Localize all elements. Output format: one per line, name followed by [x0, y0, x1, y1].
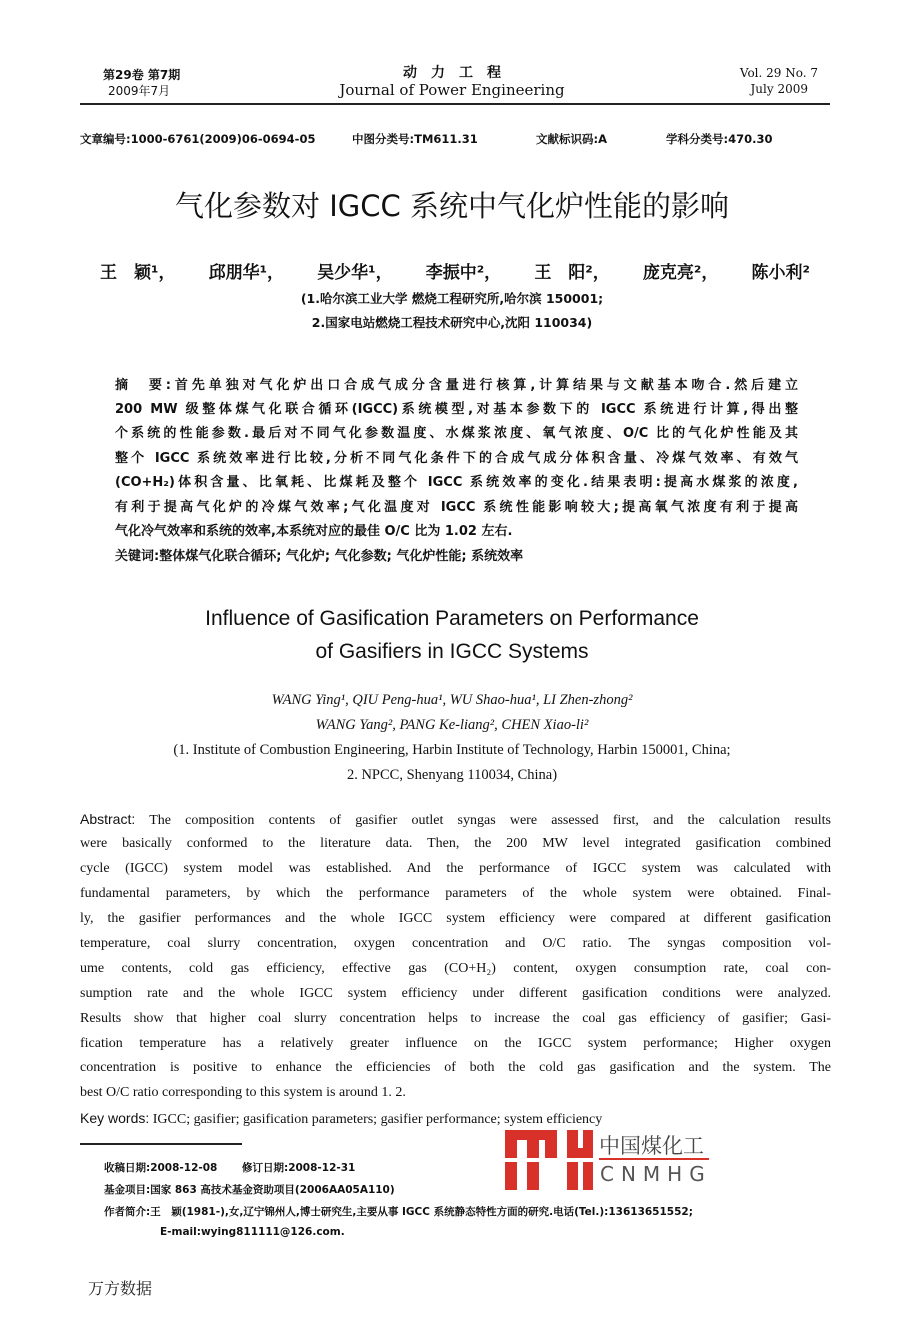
- abstract-en-line: sumption rate and the whole IGCC system efficiency under different gasification conditions were analyzed.: [80, 986, 831, 1001]
- header-rule: [80, 103, 830, 105]
- subject-code: 学科分类号:470.30: [666, 132, 773, 146]
- abstract-cn-line: (CO+H₂)体积含量、比氧耗、比煤耗及整个 IGCC 系统效率的变化.结果表明:提高水煤浆的浓度,: [115, 475, 798, 490]
- journal-en: Journal of Power Engineering: [339, 81, 565, 99]
- journal-cn: 动 力 工 程: [403, 65, 501, 81]
- abstract-cn-line: 200 MW 级整体煤气化联合循环(IGCC)系统模型,对基本参数下的 IGCC 系统进行计算,得出整: [115, 402, 798, 417]
- email: E-mail:wying811111@126.com.: [160, 1226, 345, 1238]
- keywords-en: Key words: IGCC; gasifier; gasification parameters; gasifier performance; system efficiency: [80, 1110, 603, 1127]
- affiliation-cn: 2.国家电站燃烧工程技术研究中心,沈阳 110034): [311, 315, 593, 330]
- author: 王 阳²，: [534, 263, 610, 283]
- abstract-en-line: fication temperature has a relatively greater influence on the IGCC system performance; Higher oxygen: [80, 1036, 831, 1051]
- fund-info: 基金项目:国家 863 高技术基金资助项目(2006AA05A110): [104, 1184, 395, 1196]
- author: 邱朋华¹，: [208, 263, 285, 283]
- volume-cn: 第29卷 第7期: [103, 68, 181, 82]
- watermark-cn: 中国煤化工: [599, 1134, 704, 1158]
- abstract-cn-line: 个系统的性能参数.最后对不同气化参数温度、水煤浆浓度、氧气浓度、O/C 比的气化炉性能及其: [115, 426, 798, 441]
- date-cn: 2009年7月: [108, 84, 171, 98]
- title-en: of Gasifiers in IGCC Systems: [315, 640, 589, 663]
- author-info: 作者简介:王 颖(1981-),女,辽宁锦州人,博士研究生,主要从事 IGCC 系统静态特性方面的研究.电话(Tel.):13613651552;: [104, 1206, 693, 1218]
- revised-date: 修订日期:2008-12-31: [242, 1162, 356, 1174]
- abstract-en-line: fundamental parameters, by which the performance parameters of the whole system were obtained. Final-: [80, 886, 831, 901]
- keywords-label: Key words:: [80, 1110, 150, 1126]
- author: 王 颖¹，: [100, 263, 176, 283]
- affiliation-en: (1. Institute of Combustion Engineering, Harbin Institute of Technology, Harbin 150001, China;: [173, 742, 731, 758]
- cnmhg-logo-icon: [505, 1130, 593, 1192]
- abstract-cn-line: 有利于提高气化炉的冷煤气效率;气化温度对 IGCC 系统性能影响较大;提高氧气浓度有利于提高: [115, 500, 798, 515]
- footnote-rule: [80, 1143, 242, 1145]
- author: 吴少华¹，: [317, 263, 393, 283]
- article-number: 文章编号:1000-6761(2009)06-0694-05: [80, 132, 316, 146]
- abstract-en-line: were basically conformed to the literature data. Then, the 200 MW level integrated gasification combined: [80, 836, 831, 851]
- author: 李振中²，: [425, 263, 502, 283]
- abstract-en-line: cycle (IGCC) system model was established. And the performance of IGCC system was calculated with: [80, 861, 831, 876]
- authors-en: WANG Yang², PANG Ke-liang², CHEN Xiao-li²: [315, 717, 589, 733]
- abstract-en-line: temperature, coal slurry concentration, oxygen concentration and O/C ratio. The syngas composition vol-: [80, 936, 831, 951]
- abstract-en-line: ume contents, cold gas efficiency, effective gas (CO+H₂) content, oxygen consumption rate, coal con-: [80, 961, 831, 976]
- author: 陈小利²: [751, 263, 810, 283]
- source-mark: 万方数据: [88, 1279, 153, 1298]
- affiliation-cn: (1.哈尔滨工业大学 燃烧工程研究所,哈尔滨 150001;: [300, 291, 604, 306]
- keywords-cn: 关键词:整体煤气化联合循环; 气化炉; 气化参数; 气化炉性能; 系统效率: [115, 549, 524, 564]
- watermark-divider: [599, 1158, 709, 1160]
- abstract-cn-line: 整个 IGCC 系统效率进行比较,分析不同气化条件下的合成气成分体积含量、冷煤气效率、有效气: [115, 451, 798, 466]
- watermark-en: CNMHG: [600, 1162, 712, 1186]
- title-cn: 气化参数对 IGCC 系统中气化炉性能的影响: [175, 189, 729, 223]
- received-date: 收稿日期:2008-12-08: [104, 1162, 218, 1174]
- date-en: July 2009: [750, 82, 808, 96]
- clc-number: 中图分类号:TM611.31: [352, 132, 478, 146]
- abstract-cn-line: 气化冷气效率和系统的效率,本系统对应的最佳 O/C 比为 1.02 左右.: [115, 524, 513, 539]
- title-en: Influence of Gasification Parameters on Performance: [205, 607, 699, 630]
- abstract-en-line: Results show that higher coal slurry concentration helps to increase the coal gas efficiency of gasifier; Gasi-: [80, 1011, 831, 1026]
- abstract-en-line: ly, the gasifier performances and the whole IGCC system efficiency were compared at different gasification: [80, 911, 831, 926]
- authors-cn: [100, 258, 810, 283]
- volume-en: Vol. 29 No. 7: [739, 66, 818, 80]
- abstract-en-line: concentration is positive to enhance the efficiencies of both the cold gas gasification and the system. The: [80, 1060, 831, 1075]
- abstract-label: Abstract:: [80, 811, 136, 827]
- abstract-cn-line: 摘 要:首先单独对气化炉出口合成气成分含量进行核算,计算结果与文献基本吻合.然后建立: [115, 378, 798, 393]
- author: 庞克亮²，: [642, 263, 719, 283]
- abstract-en-line: Abstract: The composition contents of gasifier outlet syngas were assessed first, and the calculation results: [80, 811, 832, 828]
- abstract-en-line: best O/C ratio corresponding to this system is around 1. 2.: [80, 1085, 406, 1100]
- authors-en: WANG Ying¹, QIU Peng-hua¹, WU Shao-hua¹, LI Zhen-zhong²: [271, 692, 633, 708]
- watermark-logo: [505, 1130, 715, 1192]
- document-code: 文献标识码:A: [536, 132, 607, 146]
- affiliation-en: 2. NPCC, Shenyang 110034, China): [346, 767, 558, 783]
